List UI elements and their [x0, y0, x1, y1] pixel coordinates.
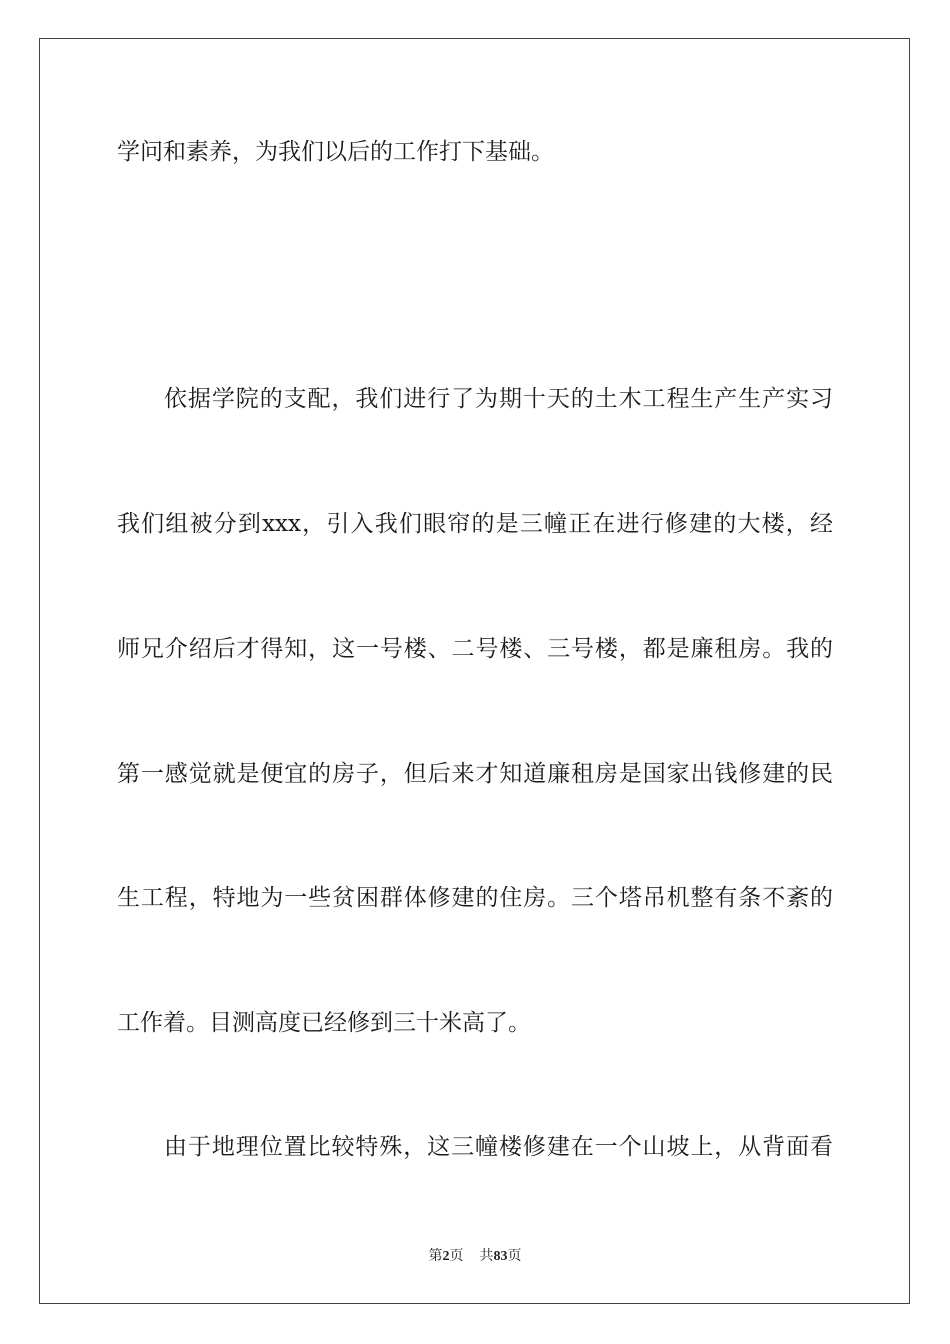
- page-border: [39, 38, 910, 1304]
- text-line-2: 依据学院的支配，我们进行了为期十天的土木工程生产生产实习: [164, 386, 833, 412]
- text-line-7: 工作着。目测高度已经修到三十米高了。: [117, 1010, 531, 1036]
- text-line-1: 学问和素养，为我们以后的工作打下基础。: [117, 139, 554, 165]
- text-line-6: 生工程，特地为一些贫困群体修建的住房。三个塔吊机整有条不紊的: [117, 885, 833, 911]
- text-line-8: 由于地理位置比较特殊，这三幢楼修建在一个山坡上，从背面看: [164, 1134, 833, 1160]
- total-pages: 83: [493, 1249, 508, 1264]
- text-line-5: 第一感觉就是便宜的房子，但后来才知道廉租房是国家出钱修建的民: [117, 761, 833, 787]
- page-suffix: 页: [449, 1248, 464, 1264]
- page-footer: [0, 1246, 950, 1267]
- page-prefix: 第: [428, 1248, 443, 1264]
- text-line-3: 我们组被分到xxx，引入我们眼帘的是三幢正在进行修建的大楼，经: [117, 511, 833, 537]
- text-line-4: 师兄介绍后才得知，这一号楼、二号楼、三号楼，都是廉租房。我的: [117, 636, 833, 662]
- total-suffix: 页: [507, 1248, 522, 1264]
- page-number: 2: [442, 1249, 450, 1264]
- total-prefix: 共: [479, 1248, 494, 1264]
